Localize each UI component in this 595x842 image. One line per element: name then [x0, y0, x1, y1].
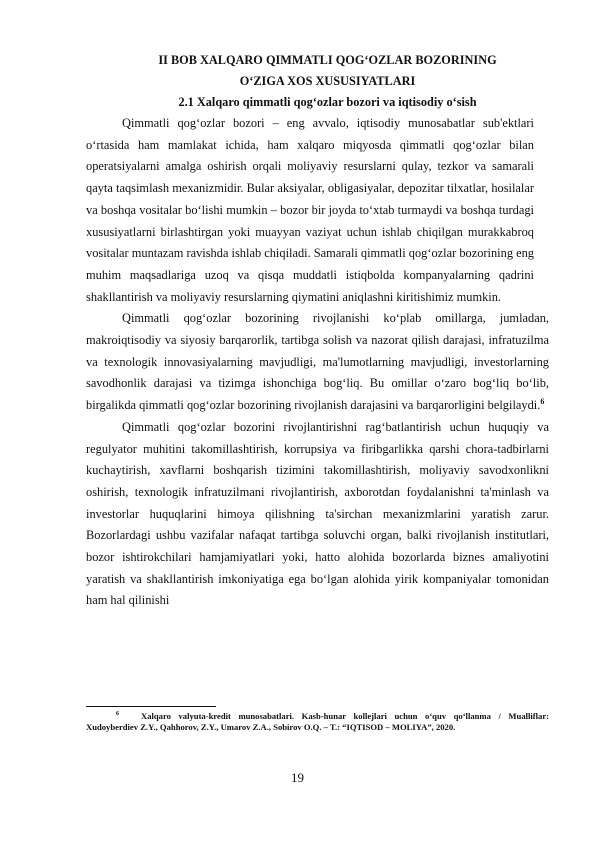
footnote-reference[interactable]: 6 [540, 397, 545, 407]
section-title: 2.1 Xalqaro qimmatli qog‘ozlar bozori va iqtisodiy o‘sish [178, 95, 477, 109]
footnote [86, 711, 549, 733]
document-page [86, 50, 549, 612]
chapter-title-line-2: O‘ZIGA XOS XUSUSIYATLARI [239, 74, 416, 88]
footnote-number: 6 [116, 711, 119, 718]
chapter-title-line-1: II BOB XALQARO QIMMATLI QOG‘OZLAR BOZORINING [158, 53, 497, 67]
chapter-title [86, 50, 549, 92]
paragraph-2-text: Qimmatli qog‘ozlar bozorining rivojlanishi ko‘plab omillarga, jumladan, makroiqtisodiy va siyosiy barqarorlik, tartibga solish va nazorat qilish darajasi, infratuzilma va texnologik innovasiyalarning mavjudligi, ma'lumotlarning mavjudligi, investorlarning savodhonlik darajasi va tizimga ishonchiga bog‘liq. Bu omillar o‘zaro bog‘liq bo‘lib, birgalikda qimmatli qog‘ozlar bozorining rivojlanish darajasini va barqarorligini belgilaydi. [86, 311, 549, 413]
paragraph-2 [86, 308, 549, 417]
footnote-separator [86, 706, 216, 707]
footnote-text: Xalqaro valyuta-kredit munosabatlari. Kasb-hunar kollejlari uchun o‘quv qo‘llanma / Mualliflar: Xudoyberdiev Z.Y., Qahhorov, Z.Y., Umarov Z.A., Sobirov O.Q. – T.: “IQTISOD – MOLIYA”, 2020. [86, 711, 549, 732]
page-number: 19 [291, 770, 304, 785]
paragraph-3: Qimmatli qog‘ozlar bozorini rivojlantirishni rag‘batlantirish uchun huquqiy va regulyator muhitini takomillashtirish, korrupsiya va firibgarlikka qarshi chora-tadbirlarni kuchaytirish, xavflarni boshqarish tizimini takomillashtirish, moliyaviy savodxonlikni oshirish, texnologik infratuzilmani rivojlantirish, axborotdan foydalanishni ta'minlash va investorlar huquqlarini himoya qilishning ta'sirchan mexanizmlarini yaratish zarur. Bozorlardagi ushbu vazifalar nafaqat tartibga soluvchi organ, balki rivojlanish institutlari, bozor ishtirokchilari hamjamiyatlari yoki, hatto alohida bozorlarda biznes amaliyotini yaratish va shakllantirish imkoniyatiga ega bo‘lgan alohida yirik kompaniyalar tomonidan ham hal qilinishi [86, 419, 549, 608]
paragraph-1: Qimmatli qog‘ozlar bozori – eng avvalo, iqtisodiy munosabatlar sub'ektlari o‘rtasida ham mamlakat ichida, ham xalqaro miqyosda qimmatli qog‘ozlar bilan operatsiyalarni amalga oshirish orqali moliyaviy resurslarni qulay, tezkor va samarali qayta taqsimlash mexanizmidir. Bular aksiyalar, obligasiyalar, depozitar tilxatlar, hosilalar va boshqa vositalar bo‘lishi mumkin – bozor bir joyda to‘xtab turmaydi va boshqa turdagi xususiyatlarni birlashtirgan yoki muayyan vaziyat uchun ishlab chiqilgan murakkabroq vositalar muntazam ravishda ishlab chiqiladi. Samarali qimmatli qog‘ozlar bozorining eng muhim maqsadlariga uzoq va qisqa muddatli istiqbolda kompanyalarning qadrini shakllantirish va moliyaviy resurslarning qiymatini aniqlashni kiritishimiz mumkin. [86, 116, 535, 304]
